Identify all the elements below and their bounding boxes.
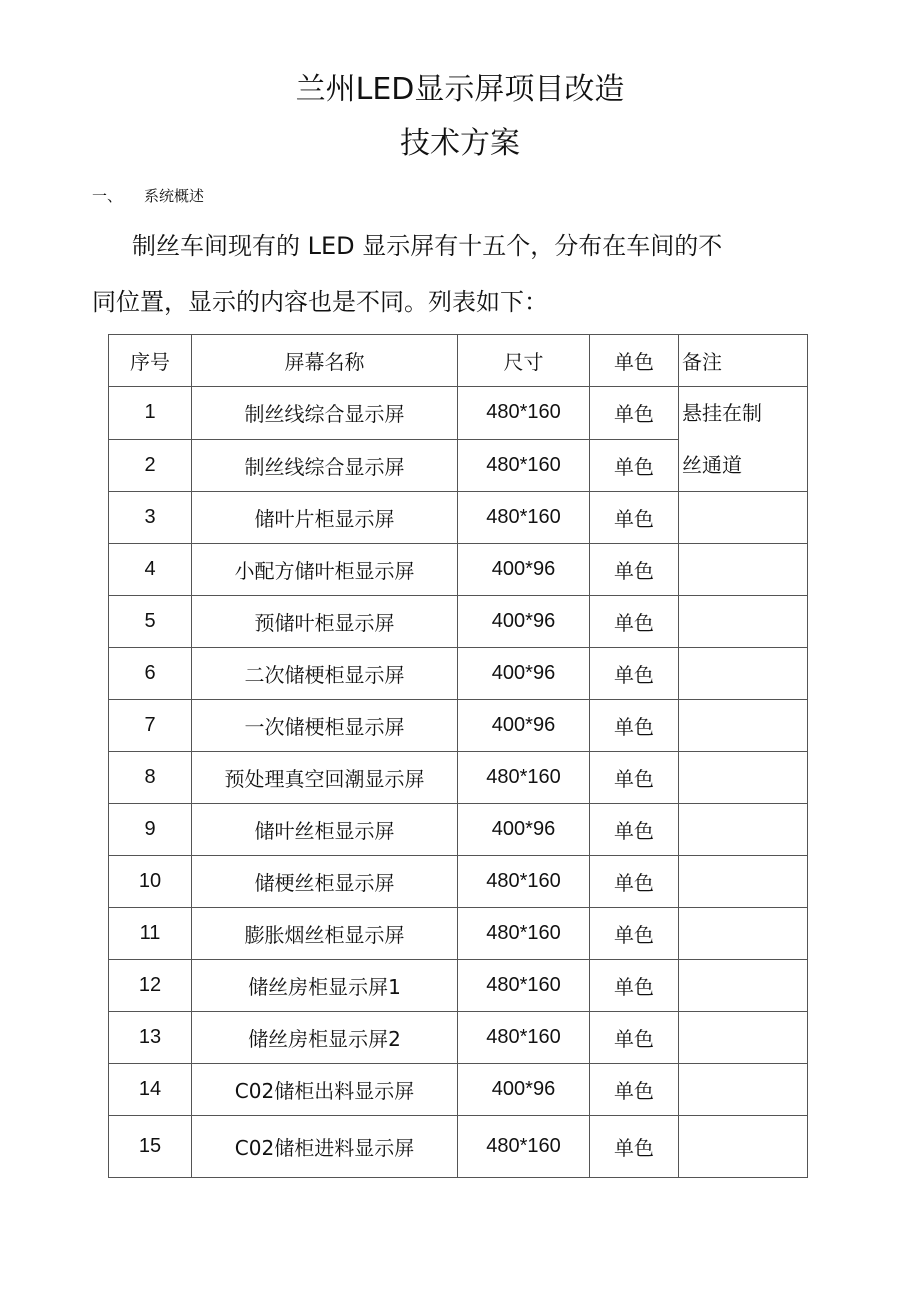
cell-size: 400*96 (458, 1064, 590, 1116)
cell-no: 13 (109, 1012, 192, 1064)
cell-no: 14 (109, 1064, 192, 1116)
cell-name: 储叶丝柜显示屏 (192, 804, 458, 856)
cell-remark (679, 1116, 808, 1178)
cell-name: C02储柜进料显示屏 (192, 1116, 458, 1178)
table-row (109, 1064, 808, 1116)
cell-size: 480*160 (458, 439, 590, 492)
cell-name: 制丝线综合显示屏 (192, 439, 458, 492)
cell-remark-merged (679, 387, 808, 492)
cell-no: 10 (109, 856, 192, 908)
cell-no: 3 (109, 492, 192, 544)
section-heading (92, 185, 226, 206)
header-no: 序号 (109, 335, 192, 387)
table-row (109, 908, 808, 960)
table-row (109, 544, 808, 596)
table-row (109, 648, 808, 700)
cell-size: 480*160 (458, 856, 590, 908)
cell-size: 480*160 (458, 387, 590, 440)
table-row (109, 752, 808, 804)
cell-remark (679, 1064, 808, 1116)
table-row (109, 804, 808, 856)
cell-no: 8 (109, 752, 192, 804)
cell-size: 400*96 (458, 596, 590, 648)
cell-color: 单色 (590, 856, 679, 908)
cell-no: 1 (109, 387, 192, 440)
cell-size: 400*96 (458, 544, 590, 596)
header-size: 尺寸 (458, 335, 590, 387)
cell-remark (679, 1012, 808, 1064)
paragraph-line-1: 制丝车间现有的 LED 显示屏有十五个，分布在车间的不 (132, 232, 723, 260)
cell-name: 膨胀烟丝柜显示屏 (192, 908, 458, 960)
cell-size: 480*160 (458, 908, 590, 960)
remark-line-1: 悬挂在制 (682, 401, 762, 425)
cell-size: 400*96 (458, 700, 590, 752)
header-remark: 备注 (679, 335, 808, 387)
cell-remark (679, 908, 808, 960)
cell-name: 二次储梗柜显示屏 (192, 648, 458, 700)
cell-no: 9 (109, 804, 192, 856)
cell-remark (679, 648, 808, 700)
section-title: 系统概述 (144, 187, 205, 205)
cell-no: 11 (109, 908, 192, 960)
cell-size: 480*160 (458, 1012, 590, 1064)
cell-color: 单色 (590, 752, 679, 804)
header-color: 单色 (590, 335, 679, 387)
cell-color: 单色 (590, 700, 679, 752)
cell-remark (679, 960, 808, 1012)
cell-name: 储梗丝柜显示屏 (192, 856, 458, 908)
cell-color: 单色 (590, 960, 679, 1012)
cell-name: 一次储梗柜显示屏 (192, 700, 458, 752)
cell-no: 12 (109, 960, 192, 1012)
table-row (109, 856, 808, 908)
cell-color: 单色 (590, 804, 679, 856)
cell-no: 4 (109, 544, 192, 596)
cell-name: C02储柜出料显示屏 (192, 1064, 458, 1116)
cell-color: 单色 (590, 596, 679, 648)
cell-no: 2 (109, 439, 192, 492)
cell-size: 480*160 (458, 1116, 590, 1178)
cell-size: 400*96 (458, 804, 590, 856)
cell-color: 单色 (590, 908, 679, 960)
cell-remark (679, 752, 808, 804)
cell-color: 单色 (590, 492, 679, 544)
table-row (109, 960, 808, 1012)
cell-no: 6 (109, 648, 192, 700)
cell-size: 480*160 (458, 960, 590, 1012)
cell-color: 单色 (590, 387, 679, 440)
document-title: 兰州LED显示屏项目改造 (295, 72, 625, 107)
cell-color: 单色 (590, 544, 679, 596)
cell-size: 480*160 (458, 752, 590, 804)
table-header-row (109, 335, 808, 387)
table-row (109, 387, 808, 440)
cell-remark (679, 856, 808, 908)
cell-color: 单色 (590, 1064, 679, 1116)
section-number: 一、 (92, 187, 123, 205)
table-row (109, 1012, 808, 1064)
table-row (109, 1116, 808, 1178)
cell-remark (679, 492, 808, 544)
cell-name: 预处理真空回潮显示屏 (192, 752, 458, 804)
table-row (109, 492, 808, 544)
cell-color: 单色 (590, 1012, 679, 1064)
cell-remark (679, 544, 808, 596)
cell-remark (679, 804, 808, 856)
table-row (109, 596, 808, 648)
cell-remark (679, 596, 808, 648)
screen-list-table (108, 334, 808, 1178)
cell-name: 预储叶柜显示屏 (192, 596, 458, 648)
cell-size: 480*160 (458, 492, 590, 544)
cell-no: 5 (109, 596, 192, 648)
cell-color: 单色 (590, 439, 679, 492)
cell-no: 7 (109, 700, 192, 752)
cell-size: 400*96 (458, 648, 590, 700)
header-name: 屏幕名称 (192, 335, 458, 387)
document-subtitle: 技术方案 (400, 126, 520, 161)
cell-remark (679, 700, 808, 752)
cell-no: 15 (109, 1116, 192, 1178)
cell-name: 制丝线综合显示屏 (192, 387, 458, 440)
cell-name: 小配方储叶柜显示屏 (192, 544, 458, 596)
cell-color: 单色 (590, 1116, 679, 1178)
cell-name: 储叶片柜显示屏 (192, 492, 458, 544)
paragraph-line-2: 同位置，显示的内容也是不同。列表如下： (92, 288, 548, 316)
cell-color: 单色 (590, 648, 679, 700)
cell-name: 储丝房柜显示屏1 (192, 960, 458, 1012)
cell-name: 储丝房柜显示屏2 (192, 1012, 458, 1064)
table-row (109, 700, 808, 752)
remark-line-2: 丝通道 (682, 453, 742, 477)
